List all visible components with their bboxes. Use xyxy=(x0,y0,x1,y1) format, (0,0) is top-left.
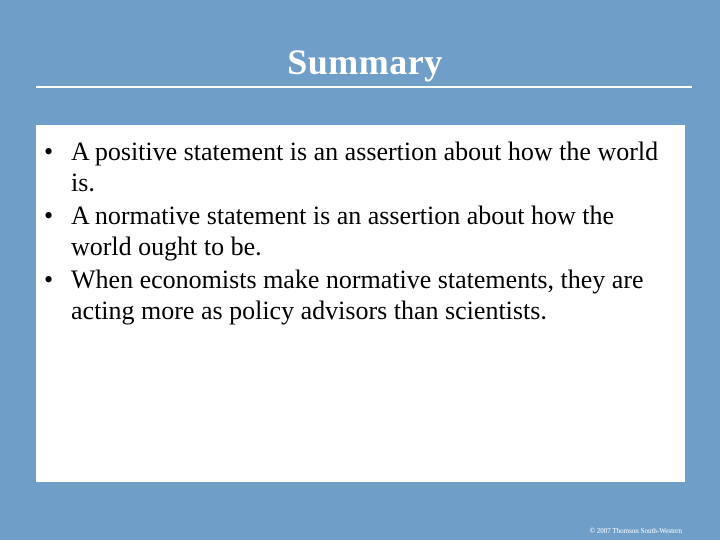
bullet-item xyxy=(44,200,680,262)
bullet-icon: • xyxy=(44,137,54,166)
bullet-list xyxy=(44,136,680,328)
bullet-icon: • xyxy=(44,201,54,230)
title-underline xyxy=(36,86,692,88)
bullet-text: A normative statement is an assertion about how the world ought to be. xyxy=(71,201,614,261)
slide-title: Summary xyxy=(287,42,443,82)
bullet-item xyxy=(44,264,680,326)
bullet-item xyxy=(44,136,680,198)
bullet-text: A positive statement is an assertion about how the world is. xyxy=(71,137,659,197)
copyright-footer: © 2007 Thomson South-Western xyxy=(589,527,682,535)
bullet-icon: • xyxy=(44,265,54,294)
bullet-text: When economists make normative statements, they are acting more as policy advisors than scientists. xyxy=(71,265,644,325)
content-box xyxy=(36,125,685,482)
